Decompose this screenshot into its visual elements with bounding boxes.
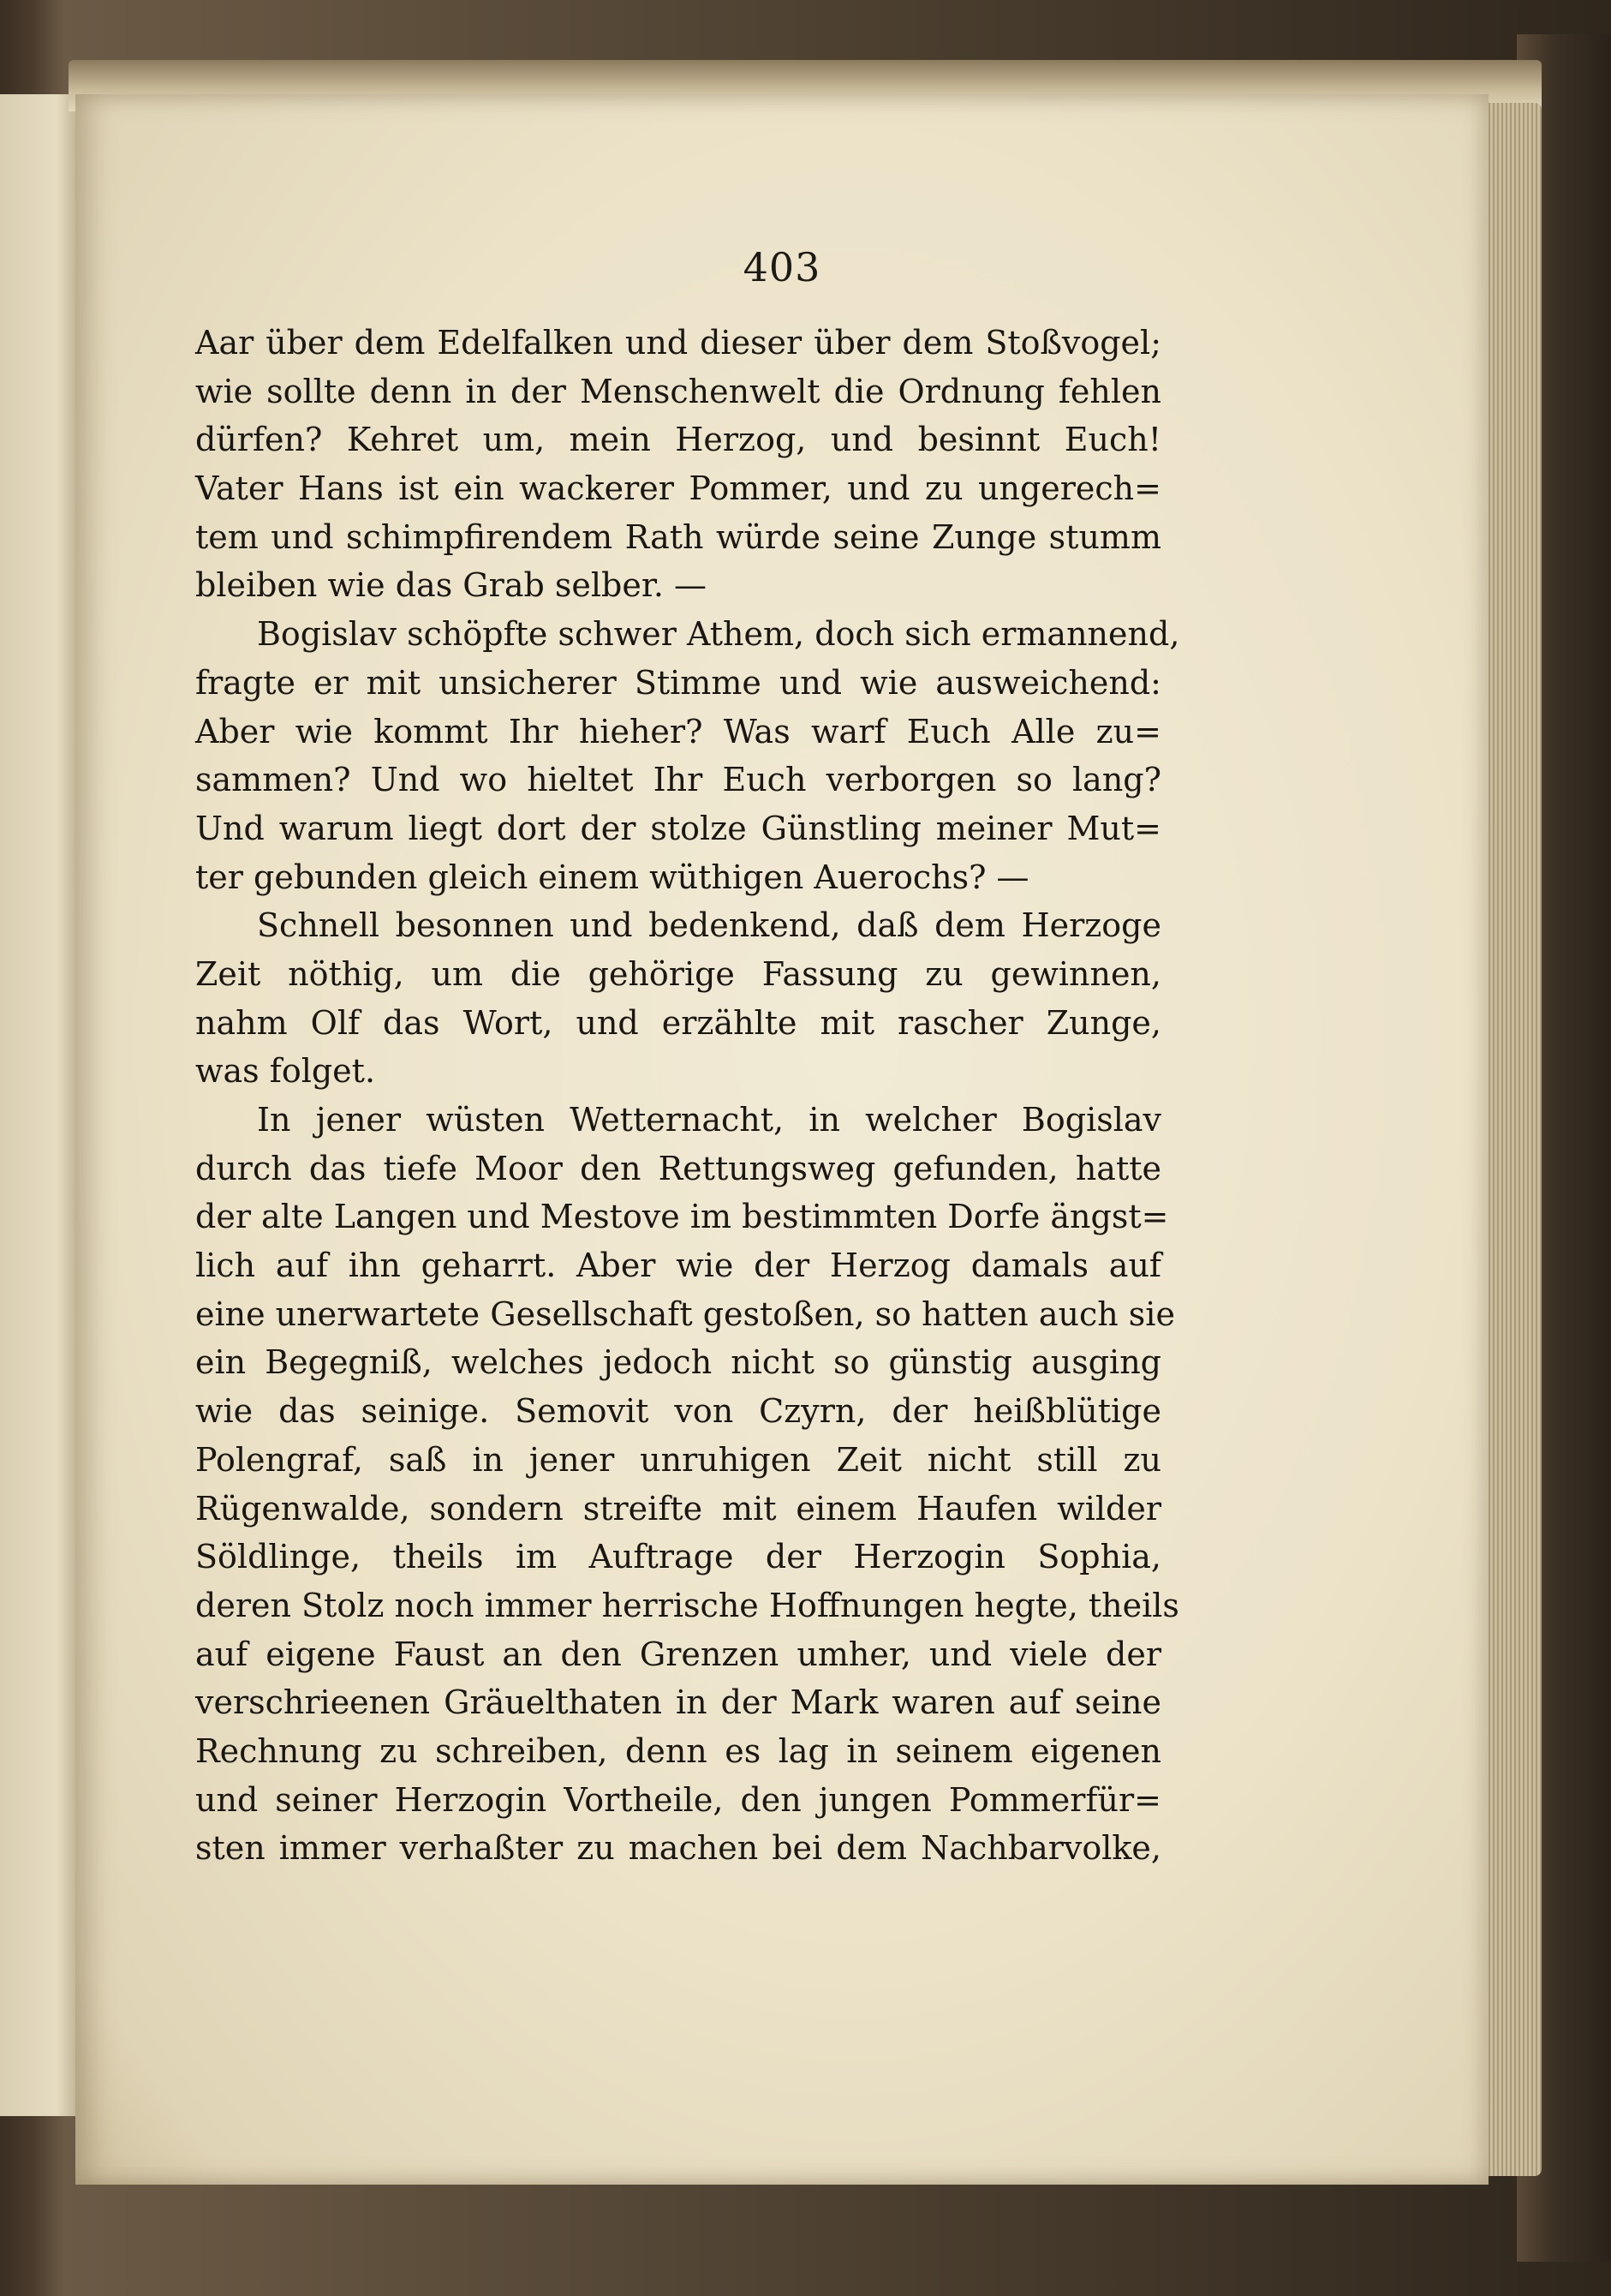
text-line: Zeit nöthig, um die gehörige Fassung zu gewinnen, (195, 954, 1161, 993)
text-line: wie das seinige. Semovit von Czyrn, der heißblütige (195, 1392, 1161, 1431)
text-line: sammen? Und wo hieltet Ihr Euch verborgen so lang? (195, 761, 1161, 799)
page-number: 403 (743, 244, 821, 290)
text-line: tem und schimpfirendem Rath würde seine Zunge stumm (195, 517, 1161, 556)
text-line: was folget. (195, 1052, 376, 1091)
text-line: dürfen? Kehret um, mein Herzog, und besinnt Euch! (195, 421, 1161, 459)
text-line: Vater Hans ist ein wackerer Pommer, und zu ungerech= (195, 469, 1161, 508)
text-line: Aber wie kommt Ihr hieher? Was warf Euch Alle zu= (195, 712, 1161, 750)
text-line: Und warum liegt dort der stolze Günstling meiner Mut= (195, 809, 1161, 847)
body-text (195, 319, 1180, 1873)
text-line: sten immer verhaßter zu machen bei dem Nachbarvolke, (195, 1829, 1161, 1868)
text-line: deren Stolz noch immer herrische Hoffnungen hegte, theils (195, 1586, 1179, 1624)
text-line: der alte Langen und Mestove im bestimmten Dorfe ängst= (195, 1198, 1169, 1236)
text-line: bleiben wie das Grab selber. — (195, 566, 707, 605)
text-line: Rechnung zu schreiben, denn es lag in seinem eigenen (195, 1731, 1161, 1770)
text-line: durch das tiefe Moor den Rettungsweg gefunden, hatte (195, 1149, 1161, 1187)
text-line: Schnell besonnen und bedenkend, daß dem Herzoge (257, 906, 1161, 945)
text-line: Aar über dem Edelfalken und dieser über dem Stoßvogel; (195, 324, 1161, 362)
text-line: auf eigene Faust an den Grenzen umher, und viele der (195, 1635, 1161, 1673)
text-line: verschrieenen Gräuelthaten in der Mark waren auf seine (195, 1683, 1161, 1722)
text-line: Polengraf, saß in jener unruhigen Zeit nicht still zu (195, 1440, 1161, 1479)
text-line: nahm Olf das Wort, und erzählte mit rascher Zunge, (195, 1003, 1161, 1042)
text-line: und seiner Herzogin Vortheile, den jungen Pommerfür= (195, 1780, 1161, 1819)
text-line: In jener wüsten Wetternacht, in welcher Bogislav (257, 1101, 1161, 1139)
text-line: Söldlinge, theils im Auftrage der Herzogin Sophia, (195, 1538, 1161, 1576)
text-line: wie sollte denn in der Menschenwelt die Ordnung fehlen (195, 372, 1161, 410)
previous-page-edge (0, 94, 84, 2116)
text-line: lich auf ihn geharrt. Aber wie der Herzog damals auf (195, 1247, 1161, 1285)
text-line: eine unerwartete Gesellschaft gestoßen, so hatten auch sie (195, 1294, 1175, 1333)
text-line: ter gebunden gleich einem wüthigen Auerochs? — (195, 858, 1029, 896)
text-line: Bogislav schöpfte schwer Athem, doch sich ermannend, (257, 615, 1180, 654)
text-line: Rügenwalde, sondern streifte mit einem Haufen wilder (195, 1489, 1161, 1528)
text-line: fragte er mit unsicherer Stimme und wie ausweichend: (195, 663, 1161, 702)
text-line: ein Begegniß, welches jedoch nicht so günstig ausging (195, 1343, 1161, 1382)
